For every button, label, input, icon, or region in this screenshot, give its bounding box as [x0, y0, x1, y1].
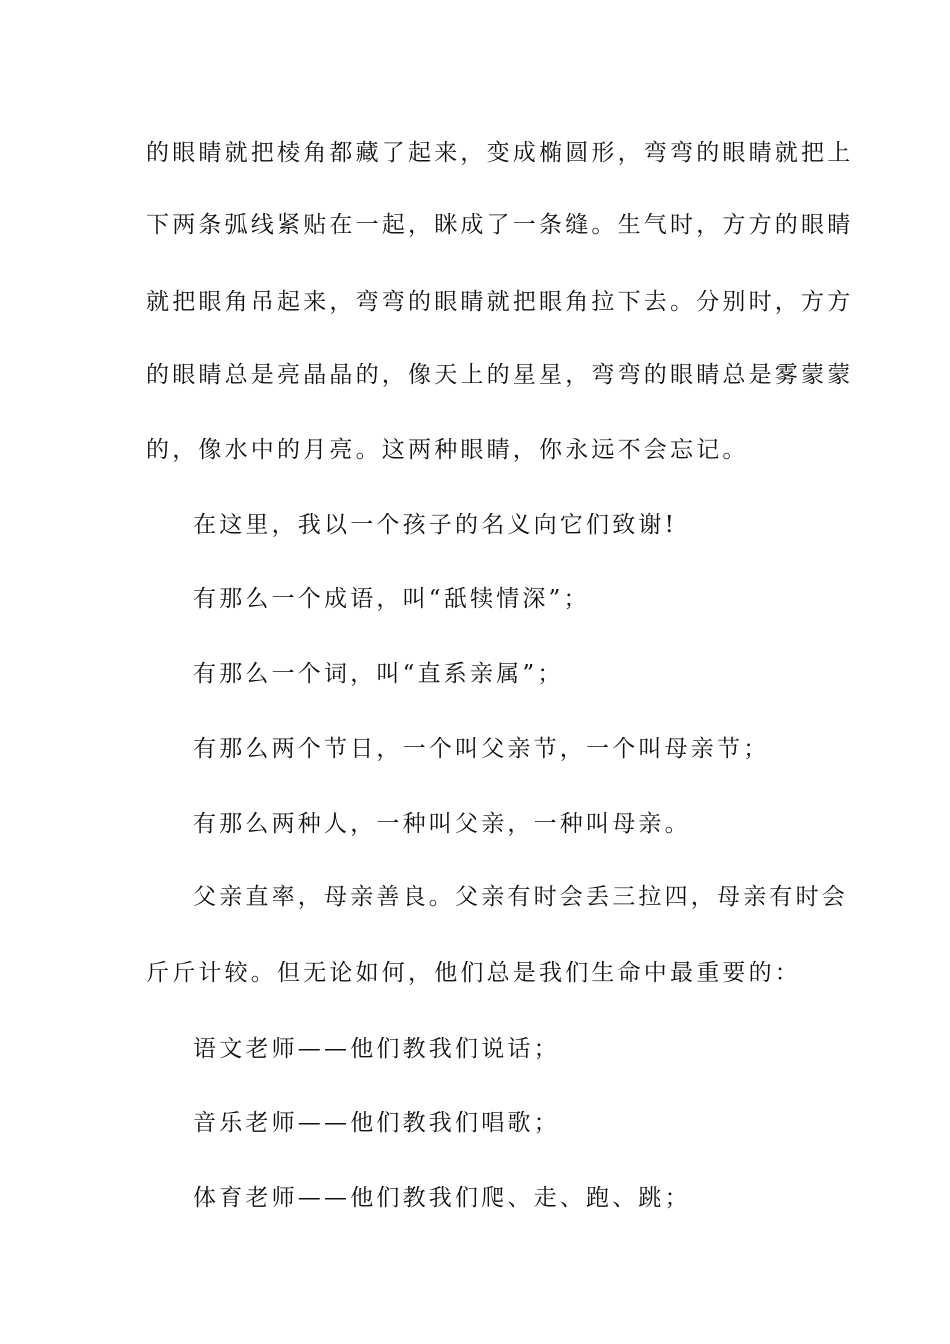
text-line: 音乐老师——他们教我们唱歌； — [193, 1110, 560, 1136]
text-line: 就把眼角吊起来，弯弯的眼睛就把眼角拉下去。分别时，方方 — [146, 289, 854, 315]
text-line: 在这里，我以一个孩子的名义向它们致谢! — [193, 512, 678, 538]
text-line: 体育老师——他们教我们爬、走、跑、跳； — [193, 1185, 691, 1211]
text-line: 下两条弧线紧贴在一起，眯成了一条缝。生气时，方方的眼睛 — [146, 212, 854, 238]
text-line: 有那么两种人，一种叫父亲，一种叫母亲。 — [193, 811, 691, 837]
text-line: 的眼睛就把棱角都藏了起来，变成椭圆形，弯弯的眼睛就把上 — [146, 140, 854, 166]
text-line: 父亲直率，母亲善良。父亲有时会丢三拉四，母亲有时会 — [193, 884, 848, 910]
text-line: 斤斤计较。但无论如何，他们总是我们生命中最重要的： — [146, 960, 801, 986]
text-line: 的眼睛总是亮晶晶的，像天上的星星，弯弯的眼睛总是雾蒙蒙 — [146, 362, 854, 388]
text-line: 有那么一个词，叫“直系亲属”； — [193, 661, 564, 687]
text-line: 的，像水中的月亮。这两种眼睛，你永远不会忘记。 — [146, 437, 749, 463]
text-line: 有那么两个节日，一个叫父亲节，一个叫母亲节； — [193, 736, 770, 762]
text-line: 语文老师——他们教我们说话； — [193, 1036, 560, 1062]
text-line: 有那么一个成语，叫“舐犊情深”； — [193, 586, 590, 612]
